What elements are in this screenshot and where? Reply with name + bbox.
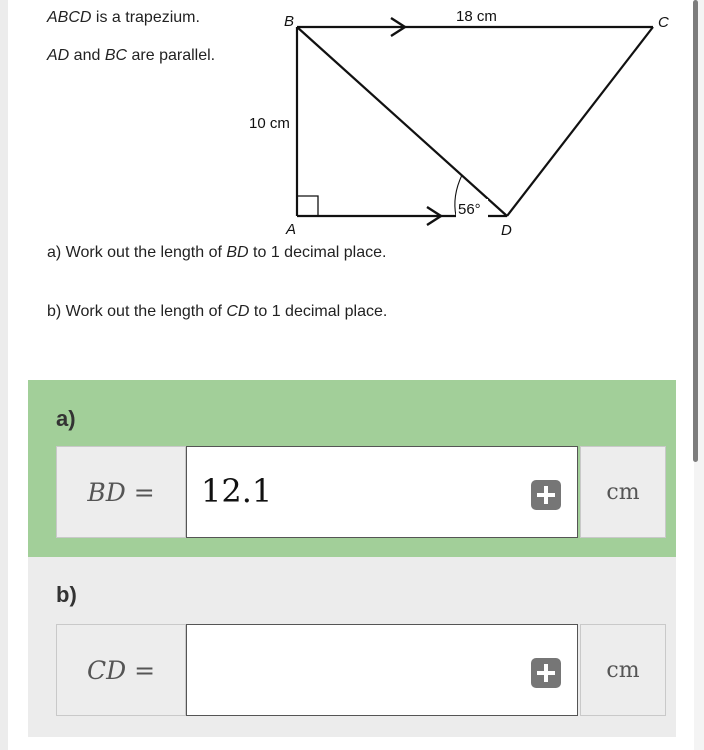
question-b-text: b) Work out the length of	[47, 303, 227, 320]
vertex-a-label: A	[286, 221, 297, 238]
side-ad: AD	[47, 47, 70, 64]
right-angle-marker	[297, 196, 318, 216]
diagonal-bd-line	[297, 27, 507, 216]
answer-block-b	[28, 557, 676, 737]
trapezium-diagram	[0, 0, 704, 250]
variable-label-bd: BD =	[56, 446, 186, 538]
question-b	[47, 303, 387, 321]
answer-input-b[interactable]	[186, 624, 578, 716]
answer-value-a: 12.1	[201, 472, 273, 510]
question-b-text: to 1 decimal place.	[249, 303, 388, 320]
plus-icon[interactable]	[531, 480, 561, 510]
length-bc-label: 18 cm	[456, 8, 497, 25]
answer-block-a	[28, 380, 676, 557]
question-a	[47, 244, 386, 262]
part-b-label: b)	[56, 582, 77, 607]
part-a-label: a)	[56, 406, 76, 431]
variable-label-cd: CD =	[56, 624, 186, 716]
question-a-text: a) Work out the length of	[47, 244, 227, 261]
answer-input-a[interactable]	[186, 446, 578, 538]
question-a-text: to 1 decimal place.	[248, 244, 387, 261]
length-ab-label: 10 cm	[249, 115, 290, 132]
statement-and: and	[69, 47, 105, 64]
answer-row-b	[56, 624, 666, 716]
vertex-b-label: B	[284, 13, 295, 30]
side-cd-line	[507, 27, 653, 216]
vertex-d-label: D	[501, 222, 512, 239]
vertex-c-label: C	[658, 14, 669, 31]
answer-row-a	[56, 446, 666, 538]
next-section-edge	[28, 737, 676, 750]
unit-label-b: cm	[580, 624, 666, 716]
unit-label-a: cm	[580, 446, 666, 538]
statement-text: is a trapezium.	[91, 9, 200, 26]
plus-icon[interactable]	[531, 658, 561, 688]
statement-text: are parallel.	[127, 47, 216, 64]
question-a-variable: BD	[226, 244, 249, 261]
shape-name: ABCD	[47, 9, 92, 26]
question-b-variable: CD	[226, 303, 250, 320]
angle-label: 56°	[458, 201, 481, 218]
side-bc: BC	[104, 47, 128, 64]
